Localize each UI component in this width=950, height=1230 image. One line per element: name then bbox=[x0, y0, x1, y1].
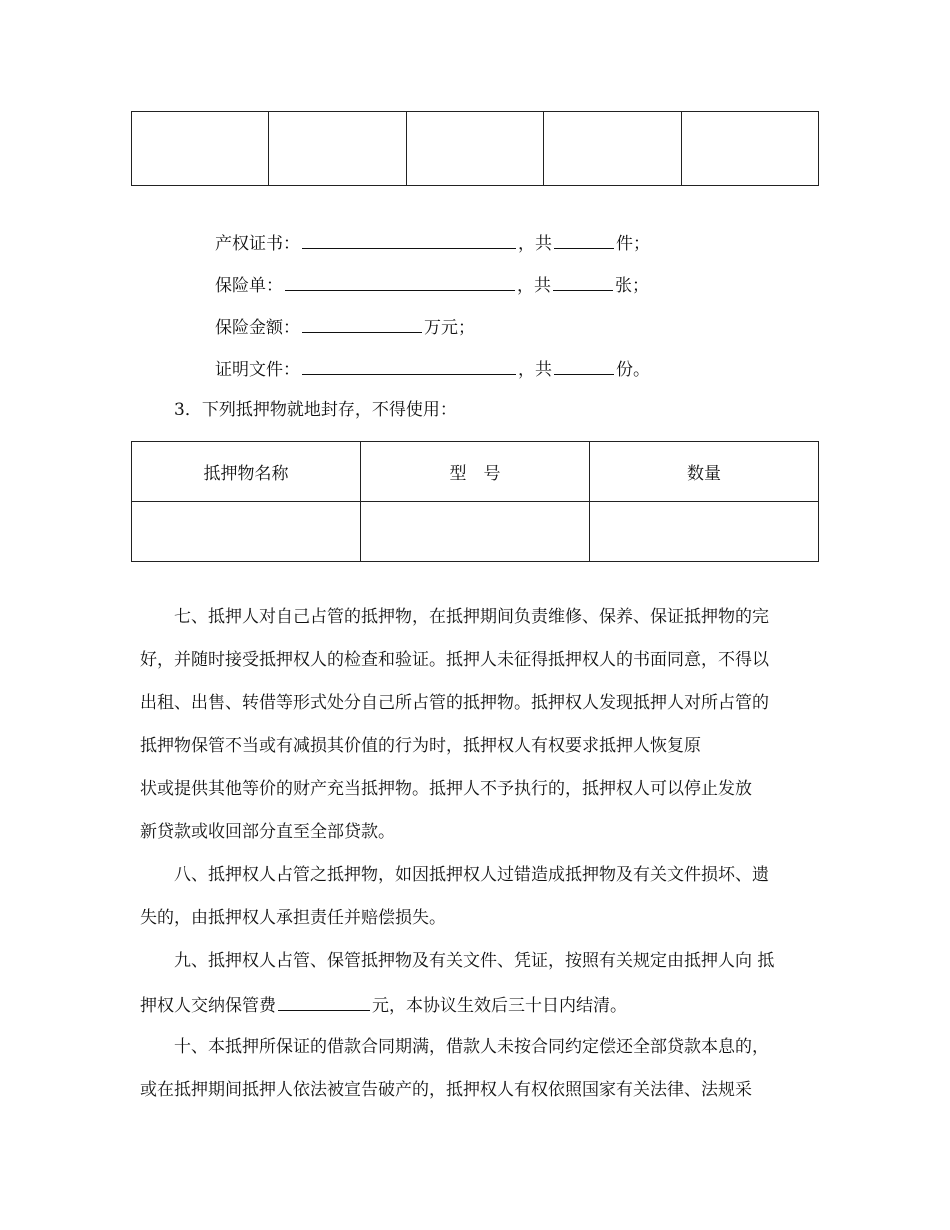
property-cert-count-blank bbox=[554, 230, 614, 249]
table-cell bbox=[360, 502, 589, 562]
clause-9-text-a: 押权人交纳保管费 bbox=[140, 996, 276, 1016]
clause-7-line-6: 新贷款或收回部分直至全部贷款。 bbox=[140, 822, 395, 842]
clause-9-text-b: 元，本协议生效后三十日内结清。 bbox=[372, 996, 627, 1016]
table-cell bbox=[544, 112, 681, 186]
certificates-blank bbox=[302, 356, 516, 375]
clause-7-line-3: 出租、出售、转借等形式处分自己所占管的抵押物。抵押权人发现抵押人对所占管的 bbox=[140, 693, 769, 713]
insurance-policy-unit: 张； bbox=[615, 276, 649, 296]
insurance-amount-line bbox=[215, 314, 475, 340]
clause-10-line-1: 十、本抵押所保证的借款合同期满，借款人未按合同约定偿还全部贷款本息的， bbox=[174, 1037, 769, 1057]
table-row bbox=[132, 502, 819, 562]
clause-7-line-4: 抵押物保管不当或有减损其价值的行为时，抵押权人有权要求抵押人恢复原 bbox=[140, 736, 701, 756]
certificates-count-blank bbox=[554, 356, 614, 375]
clause-7-line-1: 七、抵押人对自己占管的抵押物，在抵押期间负责维修、保养、保证抵押物的完 bbox=[174, 607, 769, 627]
clause-7-line-2: 好，并随时接受抵押权人的检查和验证。抵押人未征得抵押权人的书面同意，不得以 bbox=[140, 650, 769, 670]
insurance-policy-label: 保险单： bbox=[215, 276, 283, 296]
certificates-sep: ，共 bbox=[518, 360, 552, 380]
header-quantity: 数量 bbox=[590, 442, 819, 502]
insurance-policy-blank bbox=[285, 272, 515, 291]
table-cell bbox=[590, 502, 819, 562]
property-cert-unit: 件； bbox=[616, 234, 650, 254]
clause-7-line-5: 状或提供其他等价的财产充当抵押物。抵押人不予执行的，抵押权人可以停止发放 bbox=[140, 779, 752, 799]
insurance-amount-unit: 万元； bbox=[424, 318, 475, 338]
insurance-policy-line bbox=[215, 272, 649, 298]
sealed-collateral-table bbox=[131, 441, 819, 562]
header-collateral-name: 抵押物名称 bbox=[132, 442, 361, 502]
table-cell bbox=[269, 112, 406, 186]
certificates-unit: 份。 bbox=[616, 360, 650, 380]
clause-9-line-2 bbox=[140, 992, 627, 1018]
insurance-policy-count-blank bbox=[553, 272, 613, 291]
clause-8-line-2: 失的，由抵押权人承担责任并赔偿损失。 bbox=[140, 908, 446, 928]
certificates-label: 证明文件： bbox=[215, 360, 300, 380]
table-header-row bbox=[132, 442, 819, 502]
table-cell bbox=[681, 112, 818, 186]
property-cert-sep: ，共 bbox=[518, 234, 552, 254]
collateral-table-top bbox=[131, 111, 819, 186]
table-cell bbox=[132, 502, 361, 562]
item-3-heading: 3．下列抵押物就地封存，不得使用： bbox=[174, 400, 457, 420]
property-cert-line bbox=[215, 230, 650, 256]
certificates-line bbox=[215, 356, 650, 382]
clause-9-line-1: 九、抵押权人占管、保管抵押物及有关文件、凭证，按照有关规定由抵押人向 抵 bbox=[174, 951, 775, 971]
header-model: 型 号 bbox=[360, 442, 589, 502]
insurance-amount-label: 保险金额： bbox=[215, 318, 300, 338]
table-row bbox=[132, 112, 819, 186]
insurance-amount-blank bbox=[302, 314, 422, 333]
property-cert-label: 产权证书： bbox=[215, 234, 300, 254]
table-cell bbox=[132, 112, 269, 186]
clause-10-line-2: 或在抵押期间抵押人依法被宣告破产的，抵押权人有权依照国家有关法律、法规采 bbox=[140, 1080, 752, 1100]
insurance-policy-sep: ，共 bbox=[517, 276, 551, 296]
property-cert-blank bbox=[302, 230, 516, 249]
table-cell bbox=[406, 112, 543, 186]
clause-8-line-1: 八、抵押权人占管之抵押物，如因抵押权人过错造成抵押物及有关文件损坏、遗 bbox=[174, 865, 769, 885]
storage-fee-blank bbox=[278, 992, 370, 1011]
